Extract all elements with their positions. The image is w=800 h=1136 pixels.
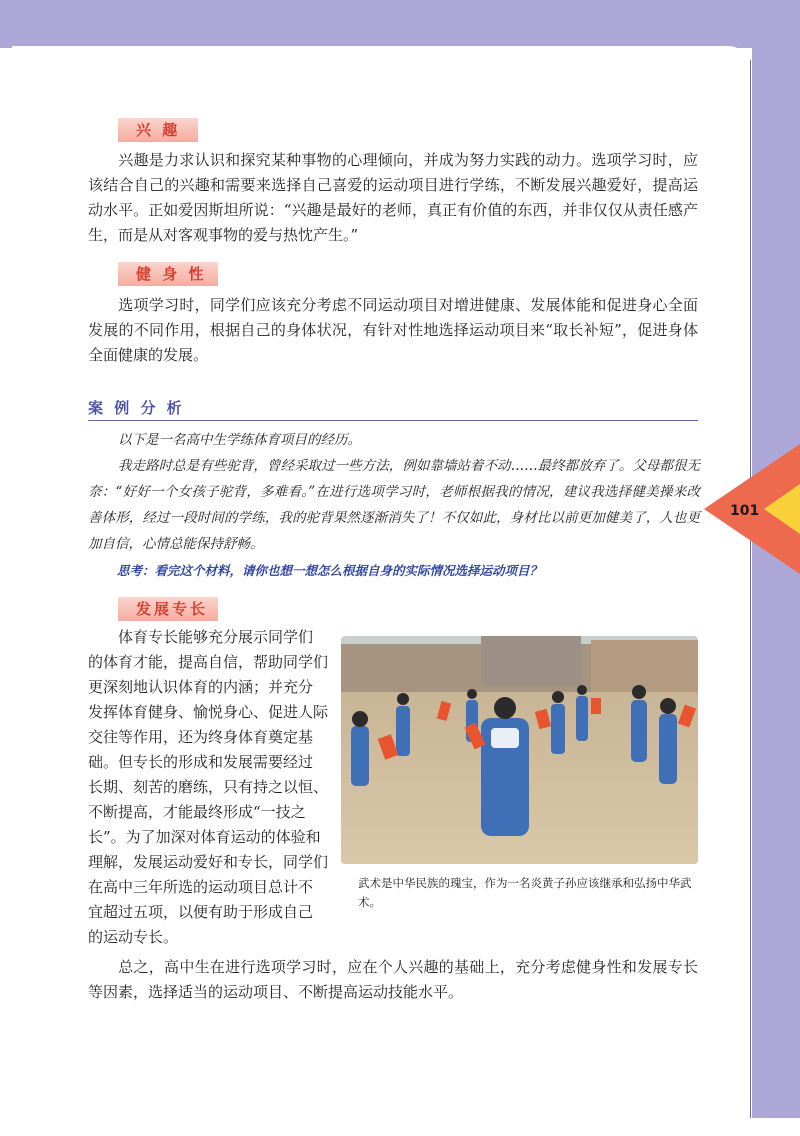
specialty-line: 宜超过五项，以便有助于形成自己 — [88, 903, 314, 921]
case-story — [88, 453, 700, 557]
fitness-paragraph — [88, 293, 698, 368]
specialty-line: 长”。为了加深对体育运动的体验和 — [88, 828, 321, 846]
specialty-line: 在高中三年所选的运动项目总计不 — [88, 878, 314, 896]
page-edge-line — [750, 60, 751, 1118]
specialty-line: 础。但专长的形成和发展需要经过 — [88, 753, 314, 771]
fitness-text: 选项学习时，同学们应该充分考虑不同运动项目对增进健康、发展体能和促进身心全面发展的不同作用，根据自己的身体状况，有针对性地选择运动项目来“取长补短”，促进身体全面健康的发展。 — [88, 296, 698, 364]
specialty-line: 的体育才能，提高自信，帮助同学们 — [88, 653, 329, 671]
conclusion-text: 总之，高中生在进行选项学习时，应在个人兴趣的基础上，充分考虑健身性和发展专长等因素，选择适当的运动项目、不断提高运动技能水平。 — [88, 958, 698, 1001]
specialty-line: 更深刻地认识体育的内涵；并充分 — [88, 678, 314, 696]
fitness-heading: 健 身 性 — [118, 262, 218, 286]
interest-heading: 兴 趣 — [118, 118, 198, 142]
specialty-paragraph — [88, 625, 338, 950]
specialty-line: 发挥体育健身、愉悦身心、促进人际 — [88, 703, 329, 721]
specialty-line: 交往等作用，还为终身体育奠定基 — [88, 728, 314, 746]
top-color-band — [0, 0, 800, 48]
photo-caption: 武术是中华民族的瑰宝，作为一名炎黄子孙应该继承和弘扬中华武术。 — [358, 876, 692, 909]
case-analysis-title: 案 例 分 析 — [88, 399, 185, 417]
specialty-line: 的运动专长。 — [88, 928, 179, 946]
interest-paragraph — [88, 148, 698, 248]
specialty-heading: 发展专长 — [118, 597, 218, 621]
case-story-text: 我走路时总是有些驼背，曾经采取过一些方法，例如靠墙站着不动……最终都放弃了。父母都很无奈：“好好一个女孩子驼背，多难看。”在进行选项学习时，老师根据我的情况，建议我选择健美操来改善体形，经过一段时间的学练，我的驼背果然逐渐消失了！不仅如此，身材比以前更加健美了，人也更加自信，心情总能保持舒畅。 — [88, 458, 700, 552]
specialty-line: 体育专长能够充分展示同学们 — [118, 628, 314, 646]
page-number: 101 — [730, 503, 760, 519]
case-intro — [88, 427, 698, 453]
case-think-question: 思考：看完这个材料，请你也想一想怎么根据自身的实际情况选择运动项目？ — [117, 563, 543, 578]
martial-arts-photo — [341, 636, 698, 864]
specialty-line: 长期、刻苦的磨练，只有持之以恒、 — [88, 778, 329, 796]
specialty-line: 不断提高，才能最终形成“一技之 — [88, 803, 306, 821]
interest-text: 兴趣是力求认识和探究某种事物的心理倾向，并成为努力实践的动力。选项学习时，应该结合自己的兴趣和需要来选择自己喜爱的运动项目进行学练，不断发展兴趣爱好，提高运动水平。正如爱因斯坦所说：“兴趣是最好的老师，真正有价值的东西，并非仅仅从责任感产生，而是从对客观事物的爱与热忱产生。” — [88, 151, 698, 244]
case-intro-text: 以下是一名高中生学练体育项目的经历。 — [118, 432, 361, 448]
conclusion-paragraph — [88, 955, 698, 1005]
specialty-line: 理解，发展运动爱好和专长，同学们 — [88, 853, 329, 871]
case-analysis-rule — [88, 420, 698, 421]
